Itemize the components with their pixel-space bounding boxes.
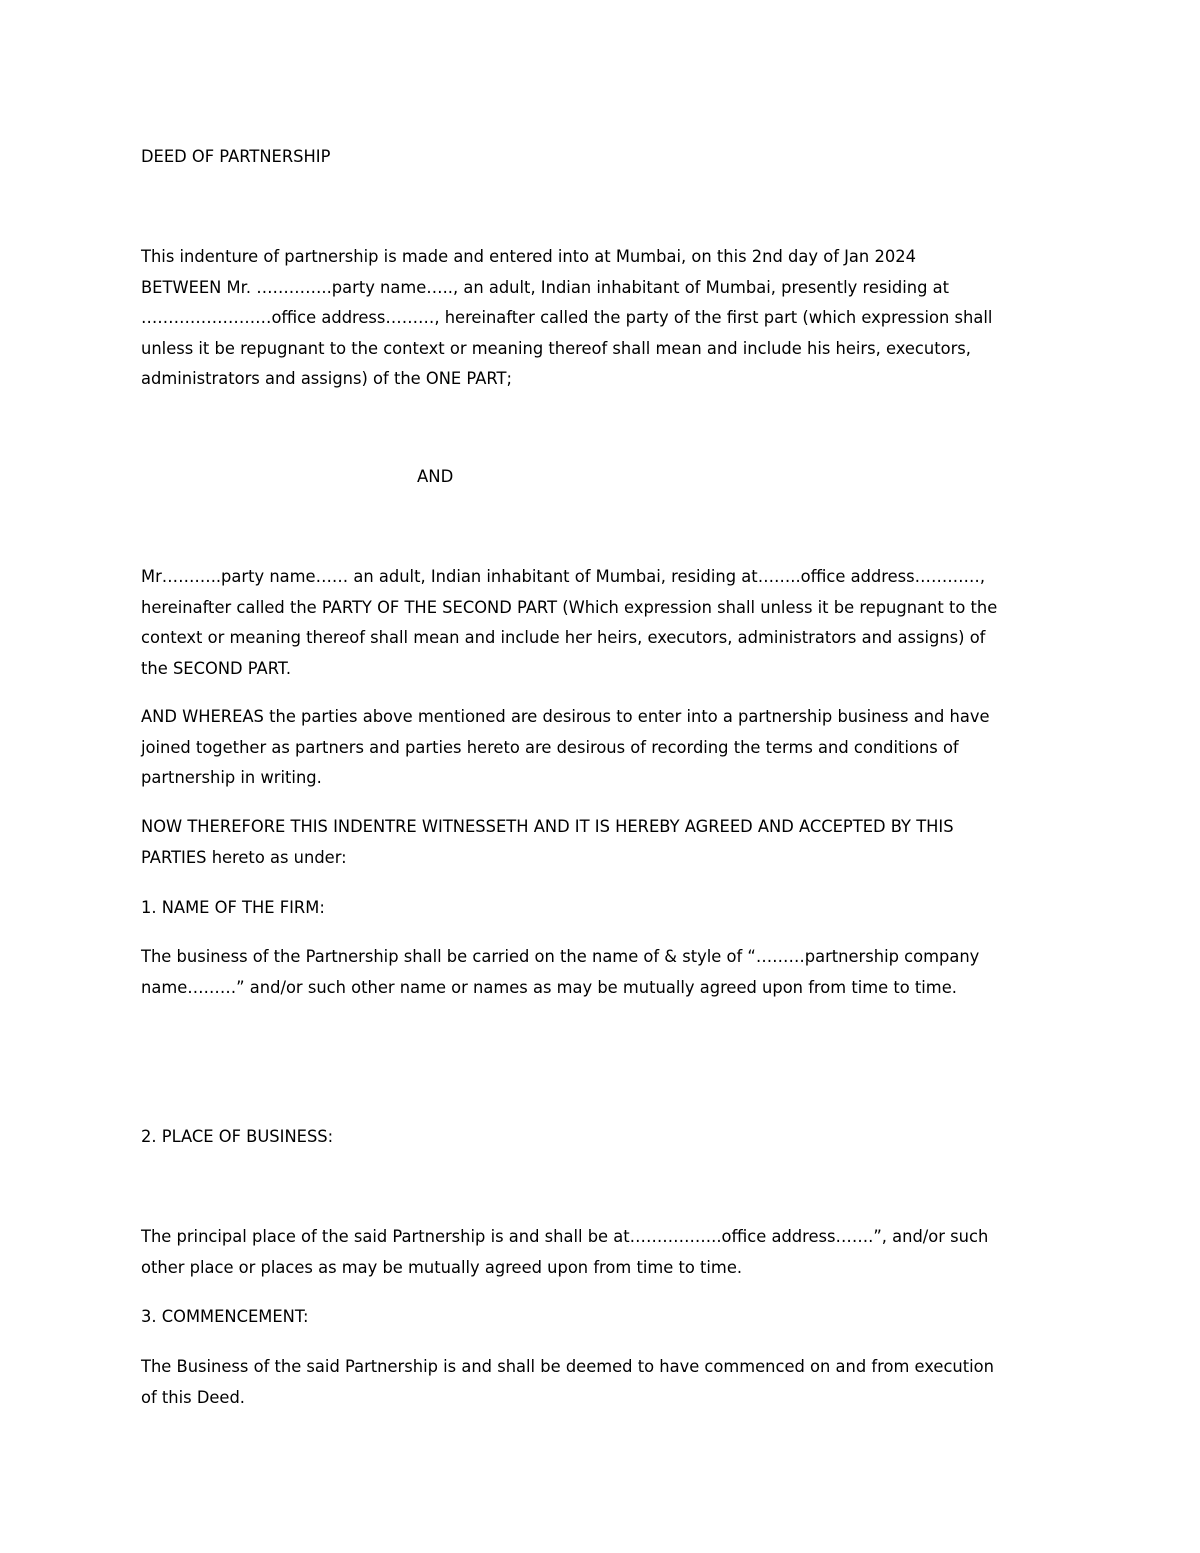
now-therefore-paragraph xyxy=(141,812,1071,873)
whereas-line-1: AND WHEREAS the parties above mentioned are desirous to enter into a partnership business and have xyxy=(141,707,990,726)
clause-3-heading xyxy=(141,1302,1071,1333)
intro-line-1: This indenture of partnership is made and entered into at Mumbai, on this 2nd day of Jan 2024 xyxy=(141,247,916,266)
second-party-line-4: the SECOND PART. xyxy=(141,658,292,678)
second-party-line-2: hereinafter called the PARTY OF THE SECOND PART (Which expression shall unless it be repugnant to the xyxy=(141,597,998,617)
clause-1-heading-text: 1. NAME OF THE FIRM: xyxy=(141,898,325,917)
clause-2-body xyxy=(141,1222,1071,1283)
second-party-paragraph xyxy=(141,562,1071,684)
second-party-line-1: Mr………..party name…… an adult, Indian inhabitant of Mumbai, residing at……..office address…………, xyxy=(141,567,986,586)
intro-paragraph xyxy=(141,242,1071,395)
clause-3-line-2: of this Deed. xyxy=(141,1387,245,1407)
clause-2-line-2: other place or places as may be mutually agreed upon from time to time. xyxy=(141,1257,743,1277)
whereas-paragraph xyxy=(141,702,1071,794)
now-therefore-line-1: NOW THEREFORE THIS INDENTRE WITNESSETH AND IT IS HEREBY AGREED AND ACCEPTED BY THIS xyxy=(141,817,954,836)
clause-2-line-1: The principal place of the said Partnership is and shall be at……………..office address…….”, and/or such xyxy=(141,1227,989,1246)
clause-2-heading xyxy=(141,1122,1071,1153)
and-separator xyxy=(417,462,617,493)
and-text: AND xyxy=(417,467,454,486)
intro-line-5: administrators and assigns) of the ONE PART; xyxy=(141,369,512,388)
whereas-line-3: partnership in writing. xyxy=(141,768,322,787)
clause-1-line-1: The business of the Partnership shall be carried on the name of & style of “………partnership company xyxy=(141,947,980,966)
clause-1-body xyxy=(141,942,1071,1003)
title-text: DEED OF PARTNERSHIP xyxy=(141,147,331,166)
clause-2-heading-text: 2. PLACE OF BUSINESS: xyxy=(141,1127,334,1146)
now-therefore-line-2: PARTIES hereto as under: xyxy=(141,847,347,867)
second-party-line-3: context or meaning thereof shall mean and include her heirs, executors, administrators and assigns) of xyxy=(141,628,986,647)
intro-line-3: ……………………office address………, hereinafter called the party of the first part (which expression shall xyxy=(141,308,993,327)
document-title xyxy=(141,142,1071,173)
whereas-line-2: joined together as partners and parties hereto are desirous of recording the terms and conditions of xyxy=(141,737,959,757)
clause-3-line-1: The Business of the said Partnership is and shall be deemed to have commenced on and from execution xyxy=(141,1357,994,1376)
clause-3-body xyxy=(141,1352,1071,1413)
clause-1-line-2: name………” and/or such other name or names as may be mutually agreed upon from time to time. xyxy=(141,977,957,997)
clause-3-heading-text: 3. COMMENCEMENT: xyxy=(141,1307,309,1326)
clause-1-heading xyxy=(141,893,1071,924)
intro-line-4: unless it be repugnant to the context or meaning thereof shall mean and include his heirs, executors, xyxy=(141,338,971,358)
intro-line-2: BETWEEN Mr. …………..party name….., an adult, Indian inhabitant of Mumbai, presently residing at xyxy=(141,277,950,297)
